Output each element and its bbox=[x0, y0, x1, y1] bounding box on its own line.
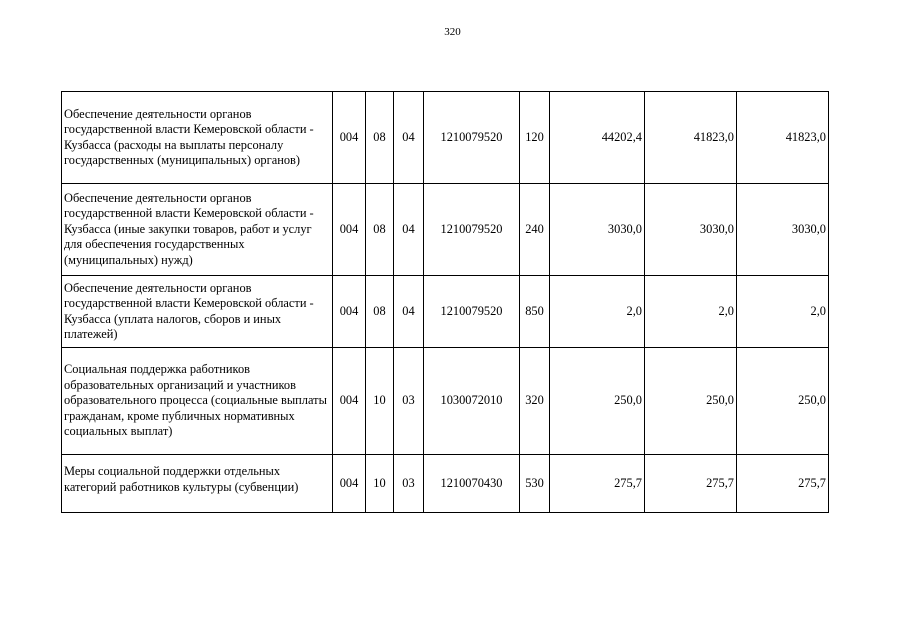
section-code: 08 bbox=[366, 276, 394, 348]
expense-type-code: 530 bbox=[520, 455, 550, 513]
table-row bbox=[62, 276, 829, 348]
amount-1: 3030,0 bbox=[550, 184, 645, 276]
section-code: 10 bbox=[366, 348, 394, 455]
amount-3: 275,7 bbox=[737, 455, 829, 513]
amount-1: 250,0 bbox=[550, 348, 645, 455]
section-code: 08 bbox=[366, 92, 394, 184]
table-row bbox=[62, 92, 829, 184]
amount-3: 3030,0 bbox=[737, 184, 829, 276]
subsection-code: 04 bbox=[394, 92, 424, 184]
ministry-code: 004 bbox=[333, 455, 366, 513]
table-row bbox=[62, 184, 829, 276]
ministry-code: 004 bbox=[333, 348, 366, 455]
amount-3: 2,0 bbox=[737, 276, 829, 348]
amount-2: 250,0 bbox=[645, 348, 737, 455]
target-article-code: 1210070430 bbox=[424, 455, 520, 513]
target-article-code: 1210079520 bbox=[424, 92, 520, 184]
row-name: Обеспечение деятельности органов государственной власти Кемеровской области - Кузбасса (расходы на выплаты персоналу государственных (муниципальных) органов) bbox=[62, 92, 333, 184]
target-article-code: 1210079520 bbox=[424, 184, 520, 276]
ministry-code: 004 bbox=[333, 92, 366, 184]
target-article-code: 1030072010 bbox=[424, 348, 520, 455]
amount-3: 41823,0 bbox=[737, 92, 829, 184]
subsection-code: 03 bbox=[394, 455, 424, 513]
section-code: 08 bbox=[366, 184, 394, 276]
table-row bbox=[62, 348, 829, 455]
budget-table bbox=[61, 91, 829, 513]
amount-2: 41823,0 bbox=[645, 92, 737, 184]
expense-type-code: 240 bbox=[520, 184, 550, 276]
row-name: Меры социальной поддержки отдельных категорий работников культуры (субвенции) bbox=[62, 455, 333, 513]
row-name: Обеспечение деятельности органов государственной власти Кемеровской области - Кузбасса (иные закупки товаров, работ и услуг для обеспечения государственных (муниципальных) нужд) bbox=[62, 184, 333, 276]
amount-1: 2,0 bbox=[550, 276, 645, 348]
ministry-code: 004 bbox=[333, 276, 366, 348]
subsection-code: 04 bbox=[394, 276, 424, 348]
amount-2: 2,0 bbox=[645, 276, 737, 348]
expense-type-code: 120 bbox=[520, 92, 550, 184]
row-name: Социальная поддержка работников образовательных организаций и участников образовательного процесса (социальные выплаты гражданам, кроме публичных нормативных социальных выплат) bbox=[62, 348, 333, 455]
target-article-code: 1210079520 bbox=[424, 276, 520, 348]
expense-type-code: 850 bbox=[520, 276, 550, 348]
amount-2: 275,7 bbox=[645, 455, 737, 513]
expense-type-code: 320 bbox=[520, 348, 550, 455]
amount-1: 275,7 bbox=[550, 455, 645, 513]
amount-2: 3030,0 bbox=[645, 184, 737, 276]
table-row bbox=[62, 455, 829, 513]
subsection-code: 04 bbox=[394, 184, 424, 276]
row-name: Обеспечение деятельности органов государственной власти Кемеровской области - Кузбасса (уплата налогов, сборов и иных платежей) bbox=[62, 276, 333, 348]
amount-3: 250,0 bbox=[737, 348, 829, 455]
amount-1: 44202,4 bbox=[550, 92, 645, 184]
page-number: 320 bbox=[444, 26, 461, 38]
subsection-code: 03 bbox=[394, 348, 424, 455]
ministry-code: 004 bbox=[333, 184, 366, 276]
section-code: 10 bbox=[366, 455, 394, 513]
